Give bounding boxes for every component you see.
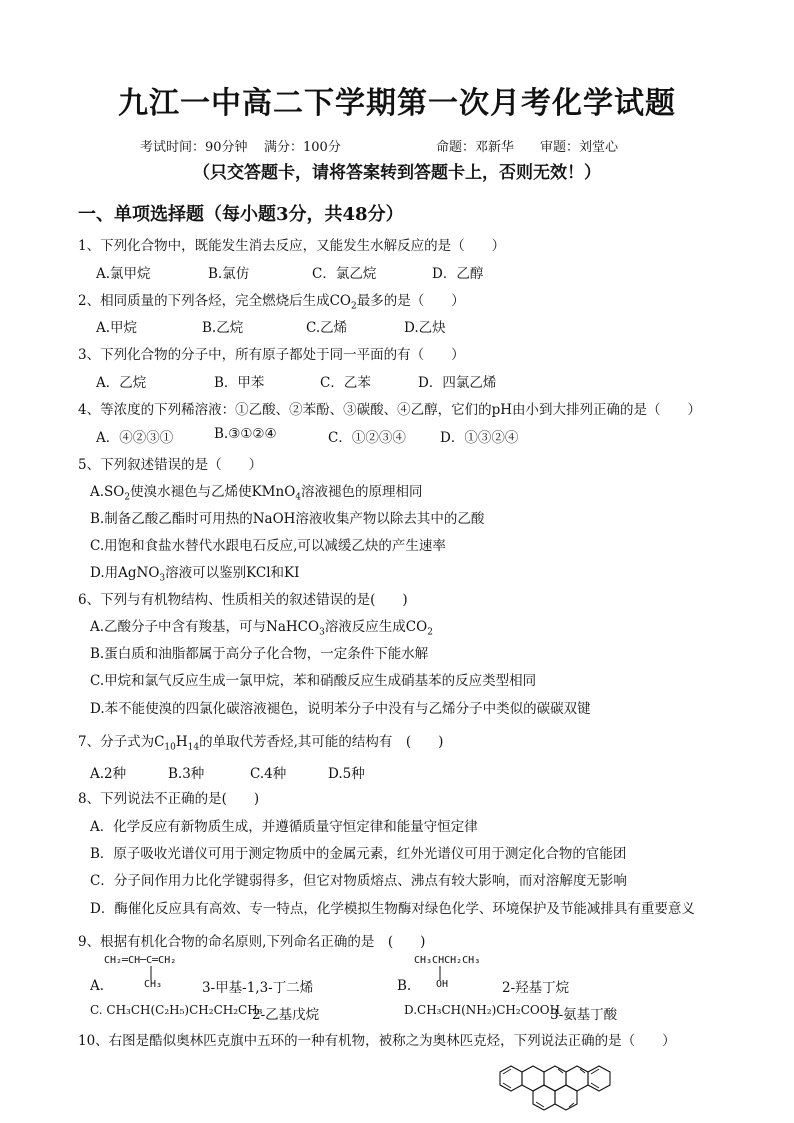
question-1-stem: 1、下列化合物中，既能发生消去反应，又能发生水解反应的是（ ） [78, 238, 506, 254]
q2-option-a: A.甲烷 [96, 320, 138, 336]
q5-option-a: $A.SO_2$使溴水褪色与乙烯使KMnO$_4$溶液褪色的原理相同 [90, 484, 423, 503]
section-title: 一、单项选择题（每小题3分，共48分） [78, 204, 404, 225]
reviewer: 审题：刘堂心 [540, 140, 619, 155]
q5-option-b: B.制备乙酸乙酯时可用热的NaOH溶液收集产物以除去其中的乙酸 [90, 511, 485, 527]
q9-a-structure-main: CH₂═CH─C═CH₂ [104, 955, 177, 966]
q9-a-branch-bond [149, 966, 153, 980]
q9-option-d-formula: D.CH₃CH(NH₂)CH₂COOH [404, 1003, 561, 1017]
q4-option-b: B.③①②④ [214, 426, 277, 442]
q5-option-d: D.用AgNO$_3$溶液可以鉴别KCl和KI [90, 565, 300, 584]
q4-option-d: D．①③②④ [440, 430, 519, 446]
q3-option-a: A．乙烷 [96, 375, 147, 391]
q7-option-a: A.2种 [90, 766, 127, 782]
q9-b-structure-oh: OH [436, 979, 449, 990]
q7-option-c: C.4种 [250, 766, 287, 782]
q6-option-a: A.乙酸分子中含有羧基，可与NaHCO$_3$溶液反应生成$CO_2$ [90, 619, 433, 638]
question-4-stem: 4、等浓度的下列稀溶液：①乙酸、②苯酚、③碳酸、④乙醇，它们的pH由小到大排列正确的是（ ） [78, 402, 702, 418]
q8-option-d: D．酶催化反应具有高效、专一特点，化学模拟生物酶对绿色化学、环境保护及节能减排具有重要意义 [90, 901, 695, 917]
q8-option-c: C．分子间作用力比化学键弱得多，但它对物质熔点、沸点有较大影响，而对溶解度无影响 [90, 873, 627, 889]
q1-option-c: C．氯乙烷 [312, 266, 377, 282]
question-3-stem: 3、下列化合物的分子中，所有原子都处于同一平面的有（ ） [78, 347, 465, 363]
q1-option-d: D．乙醇 [432, 266, 484, 282]
q9-option-a-letter: A. [90, 978, 105, 994]
question-7-stem: 7、分子式为$C_{10}H_{14}$的单取代芳香烃,其可能的结构有 ( ) [78, 734, 444, 753]
q6-option-b: B.蛋白质和油脂都属于高分子化合物，一定条件下能水解 [90, 646, 429, 662]
q2-option-d: D.乙炔 [404, 320, 446, 336]
question-5-stem: 5、下列叙述错误的是（ ） [78, 457, 263, 473]
page-title: 九江一中高二下学期第一次月考化学试题 [118, 86, 676, 121]
q3-option-d: D．四氯乙烯 [418, 375, 497, 391]
q5-option-c: C.用饱和食盐水替代水跟电石反应,可以减缓乙炔的产生速率 [90, 538, 446, 554]
q4-option-c: C．①②③④ [328, 430, 406, 446]
q2-option-b: B.乙烷 [202, 320, 244, 336]
q9-option-b-letter: B. [397, 978, 412, 994]
question-9-stem: 9、根据有机化合物的命名原则,下列命名正确的是 ( ) [78, 934, 426, 950]
exam-time: 考试时间：90分钟 [140, 140, 248, 155]
question-8-stem: 8、下列说法不正确的是( ) [78, 791, 260, 807]
q1-option-b: B.氯仿 [208, 266, 250, 282]
q4-option-a: A．④②③① [96, 430, 174, 446]
full-score: 满分：100分 [264, 140, 341, 155]
q7-option-d: D.5种 [328, 766, 365, 782]
q8-option-b: B．原子吸收光谱仪可用于测定物质中的金属元素，红外光谱仪可用于测定化合物的官能团 [90, 846, 627, 862]
q8-option-a: A．化学反应有新物质生成，并遵循质量守恒定律和能量守恒定律 [90, 819, 478, 835]
q2-option-c: C.乙烯 [306, 320, 348, 336]
notice: （只交答题卡，请将答案转到答题卡上，否则无效！） [193, 163, 601, 183]
q9-b-structure-main: CH₃CHCH₂CH₃ [414, 955, 481, 966]
q9-a-structure-methyl: CH₃ [144, 979, 163, 990]
q9-option-d-name: 3-氨基丁酸 [550, 1007, 618, 1023]
question-6-stem: 6、下列与有机物结构、性质相关的叙述错误的是( ) [78, 592, 408, 608]
q1-option-a: A.氯甲烷 [96, 266, 151, 282]
q9-option-c-formula: C. CH₃CH(C₂H₅)CH₂CH₂CH₃ [90, 1003, 263, 1017]
question-2-stem: 2、相同质量的下列各烃，完全燃烧后生成$CO_2$最多的是（ ） [78, 293, 465, 312]
q3-option-c: C．乙苯 [320, 375, 371, 391]
question-10-stem: 10、右图是酷似奥林匹克旗中五环的一种有机物，被称之为奥林匹克烃，下列说法正确的是（ ） [78, 1033, 676, 1049]
q6-option-d: D.苯不能使溴的四氯化碳溶液褪色，说明苯分子中没有与乙烯分子中类似的碳碳双键 [90, 701, 591, 717]
q7-option-b: B.3种 [168, 766, 205, 782]
q9-option-a-name: 3-甲基-1,3-丁二烯 [202, 980, 314, 996]
q9-option-c-name: 2-乙基戊烷 [252, 1007, 320, 1023]
q9-b-branch-bond [438, 966, 442, 980]
setter: 命题：邓新华 [436, 140, 515, 155]
q9-option-b-name: 2-羟基丁烷 [502, 980, 570, 996]
q3-option-b: B．甲苯 [214, 375, 265, 391]
q6-option-c: C.甲烷和氯气反应生成一氯甲烷，苯和硝酸反应生成硝基苯的反应类型相同 [90, 673, 537, 689]
olympic-hydrocarbon-structure [488, 1052, 638, 1112]
